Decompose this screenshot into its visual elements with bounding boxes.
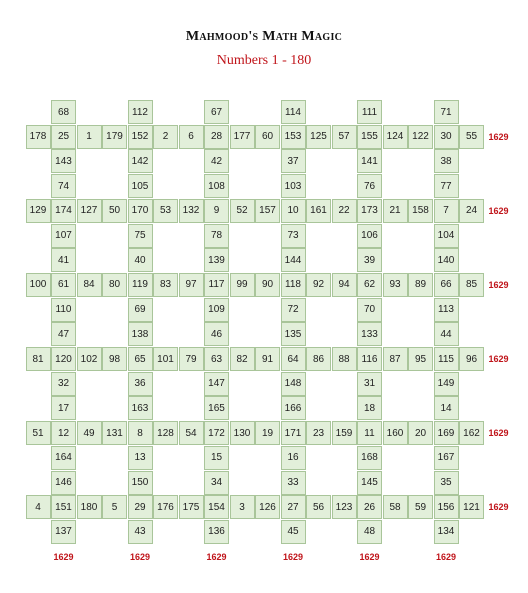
grid-cell: 171 (281, 421, 306, 445)
grid-cell: 161 (306, 199, 331, 223)
grid-cell: 89 (408, 273, 433, 297)
grid-cell: 56 (306, 495, 331, 519)
grid-cell: 7 (434, 199, 459, 223)
grid-cell: 43 (128, 520, 153, 544)
grid-cell: 92 (306, 273, 331, 297)
grid-cell: 25 (51, 125, 76, 149)
grid-cell: 157 (255, 199, 280, 223)
grid-cell: 124 (383, 125, 408, 149)
grid-cell: 97 (179, 273, 204, 297)
grid-cell: 22 (332, 199, 357, 223)
page-subtitle: Numbers 1 - 180 (216, 53, 312, 68)
grid-cell: 131 (102, 421, 127, 445)
grid-cell: 105 (128, 174, 153, 198)
grid-cell: 163 (128, 396, 153, 420)
grid-cell: 176 (153, 495, 178, 519)
grid-cell: 30 (434, 125, 459, 149)
grid-cell: 110 (51, 298, 76, 322)
grid-cell: 54 (179, 421, 204, 445)
grid-cell: 28 (204, 125, 229, 149)
grid-cell: 108 (204, 174, 229, 198)
grid-cell: 13 (128, 446, 153, 470)
grid-cell: 66 (434, 273, 459, 297)
grid-cell: 103 (281, 174, 306, 198)
grid-cell: 151 (51, 495, 76, 519)
grid-cell: 179 (102, 125, 127, 149)
grid-cell: 9 (204, 199, 229, 223)
grid-cell: 88 (332, 347, 357, 371)
grid-cell: 6 (179, 125, 204, 149)
row-sum: 1629 (488, 354, 509, 364)
grid-cell: 63 (204, 347, 229, 371)
grid-cell: 138 (128, 322, 153, 346)
grid-cell: 148 (281, 372, 306, 396)
grid-cell: 141 (357, 149, 382, 173)
grid-cell: 101 (153, 347, 178, 371)
grid-cell: 64 (281, 347, 306, 371)
row-sum: 1629 (488, 279, 509, 290)
grid-cell: 48 (357, 520, 382, 544)
grid-cell: 70 (357, 298, 382, 322)
grid-cell: 26 (357, 495, 382, 519)
grid-cell: 116 (357, 347, 382, 371)
grid-cell: 177 (230, 125, 255, 149)
grid-cell: 34 (204, 471, 229, 495)
grid-cell: 42 (204, 149, 229, 173)
row-sum: 1629 (488, 205, 509, 216)
grid-cell: 173 (357, 199, 382, 223)
grid-cell: 40 (128, 248, 153, 272)
grid-cell: 155 (357, 125, 382, 149)
grid-cell: 153 (281, 125, 306, 149)
grid-cell: 65 (128, 347, 153, 371)
grid-cell: 91 (255, 347, 280, 371)
grid-cell: 118 (281, 273, 306, 297)
grid-cell: 115 (434, 347, 459, 371)
grid-cell: 167 (434, 446, 459, 470)
grid-cell: 114 (281, 100, 306, 124)
grid-cell: 11 (357, 421, 382, 445)
grid-cell: 51 (26, 421, 51, 445)
grid-cell: 69 (128, 298, 153, 322)
grid-cell: 175 (179, 495, 204, 519)
grid-cell: 146 (51, 471, 76, 495)
grid-cell: 137 (51, 520, 76, 544)
grid-cell: 79 (179, 347, 204, 371)
grid-cell: 111 (357, 100, 382, 124)
row-sum: 1629 (488, 131, 509, 142)
grid-cell: 123 (332, 495, 357, 519)
grid-cell: 71 (434, 100, 459, 124)
grid-cell: 95 (408, 347, 433, 371)
grid-cell: 77 (434, 174, 459, 198)
grid-cell: 44 (434, 322, 459, 346)
grid-cell: 5 (102, 495, 127, 519)
grid-cell: 82 (230, 347, 255, 371)
grid-cell: 160 (383, 421, 408, 445)
grid-cell: 73 (281, 224, 306, 248)
grid-cell: 80 (102, 273, 127, 297)
grid-cell: 139 (204, 248, 229, 272)
grid-cell: 106 (357, 224, 382, 248)
grid-cell: 84 (77, 273, 102, 297)
grid-cell: 152 (128, 125, 153, 149)
grid-cell: 45 (281, 520, 306, 544)
column-sum: 1629 (282, 551, 304, 562)
grid-cell: 27 (281, 495, 306, 519)
grid-cell: 136 (204, 520, 229, 544)
grid-cell: 29 (128, 495, 153, 519)
grid-cell: 100 (26, 273, 51, 297)
grid-cell: 38 (434, 149, 459, 173)
grid-cell: 174 (51, 199, 76, 223)
grid-cell: 2 (153, 125, 178, 149)
page-title: Mahmood's Math Magic (185, 29, 343, 44)
grid-cell: 166 (281, 396, 306, 420)
grid-cell: 24 (459, 199, 484, 223)
grid-cell: 158 (408, 199, 433, 223)
grid-cell: 127 (77, 199, 102, 223)
grid-cell: 145 (357, 471, 382, 495)
grid-cell: 104 (434, 224, 459, 248)
grid-cell: 76 (357, 174, 382, 198)
grid-cell: 129 (26, 199, 51, 223)
grid-cell: 35 (434, 471, 459, 495)
grid-cell: 49 (77, 421, 102, 445)
grid-cell: 74 (51, 174, 76, 198)
grid-cell: 21 (383, 199, 408, 223)
grid-cell: 36 (128, 372, 153, 396)
grid-cell: 147 (204, 372, 229, 396)
grid-cell: 90 (255, 273, 280, 297)
grid-cell: 53 (153, 199, 178, 223)
grid-cell: 32 (51, 372, 76, 396)
grid-cell: 87 (383, 347, 408, 371)
column-sum: 1629 (53, 551, 74, 562)
grid-cell: 172 (204, 421, 229, 445)
grid-cell: 33 (281, 471, 306, 495)
grid-cell: 47 (51, 322, 76, 346)
grid-cell: 31 (357, 372, 382, 396)
column-sum: 1629 (129, 551, 151, 562)
grid-cell: 15 (204, 446, 229, 470)
grid-cell: 143 (51, 149, 76, 173)
grid-cell: 107 (51, 224, 76, 248)
grid-cell: 140 (434, 248, 459, 272)
grid-cell: 117 (204, 273, 229, 297)
grid-cell: 50 (102, 199, 127, 223)
grid-cell: 96 (459, 347, 484, 371)
grid-cell: 122 (408, 125, 433, 149)
grid-cell: 120 (51, 347, 76, 371)
grid-cell: 132 (179, 199, 204, 223)
grid-cell: 72 (281, 298, 306, 322)
grid-cell: 135 (281, 322, 306, 346)
grid-cell: 94 (332, 273, 357, 297)
grid-cell: 159 (332, 421, 357, 445)
grid-cell: 112 (128, 100, 153, 124)
grid-cell: 156 (434, 495, 459, 519)
grid-cell: 68 (51, 100, 76, 124)
grid-cell: 83 (153, 273, 178, 297)
grid-cell: 19 (255, 421, 280, 445)
grid-cell: 67 (204, 100, 229, 124)
grid-cell: 109 (204, 298, 229, 322)
grid-cell: 154 (204, 495, 229, 519)
grid-cell: 85 (459, 273, 484, 297)
grid-cell: 168 (357, 446, 382, 470)
grid-cell: 165 (204, 396, 229, 420)
grid-cell: 128 (153, 421, 178, 445)
grid-cell: 16 (281, 446, 306, 470)
grid-cell: 75 (128, 224, 153, 248)
grid-cell: 18 (357, 396, 382, 420)
row-sum: 1629 (488, 428, 509, 439)
grid-cell: 52 (230, 199, 255, 223)
grid-cell: 20 (408, 421, 433, 445)
grid-cell: 41 (51, 248, 76, 272)
grid-cell: 170 (128, 199, 153, 223)
grid-cell: 162 (459, 421, 484, 445)
grid-cell: 149 (434, 372, 459, 396)
grid-cell: 169 (434, 421, 459, 445)
grid-cell: 12 (51, 421, 76, 445)
grid-cell: 78 (204, 224, 229, 248)
grid-cell: 8 (128, 421, 153, 445)
column-sum: 1629 (359, 551, 380, 562)
grid-cell: 164 (51, 446, 76, 470)
grid-cell: 125 (306, 125, 331, 149)
grid-cell: 58 (383, 495, 408, 519)
grid-cell: 3 (230, 495, 255, 519)
column-sum: 1629 (435, 551, 457, 562)
grid-cell: 81 (26, 347, 51, 371)
grid-cell: 1 (77, 125, 102, 149)
grid-cell: 4 (26, 495, 51, 519)
grid-cell: 102 (77, 347, 102, 371)
grid-cell: 98 (102, 347, 127, 371)
grid-cell: 37 (281, 149, 306, 173)
grid-cell: 150 (128, 471, 153, 495)
grid-cell: 10 (281, 199, 306, 223)
grid-cell: 99 (230, 273, 255, 297)
grid-cell: 178 (26, 125, 51, 149)
grid-cell: 133 (357, 322, 382, 346)
grid-cell: 17 (51, 396, 76, 420)
grid-cell: 119 (128, 273, 153, 297)
column-sum: 1629 (206, 551, 227, 562)
grid-cell: 121 (459, 495, 484, 519)
grid-cell: 23 (306, 421, 331, 445)
row-sum: 1629 (488, 502, 509, 513)
grid-cell: 142 (128, 149, 153, 173)
grid-cell: 113 (434, 298, 459, 322)
grid-cell: 144 (281, 248, 306, 272)
grid-cell: 59 (408, 495, 433, 519)
grid-cell: 61 (51, 273, 76, 297)
grid-cell: 86 (306, 347, 331, 371)
grid-cell: 46 (204, 322, 229, 346)
grid-cell: 126 (255, 495, 280, 519)
grid-cell: 134 (434, 520, 459, 544)
grid-cell: 55 (459, 125, 484, 149)
grid-cell: 62 (357, 273, 382, 297)
grid-cell: 39 (357, 248, 382, 272)
grid-cell: 14 (434, 396, 459, 420)
grid-cell: 130 (230, 421, 255, 445)
grid-cell: 57 (332, 125, 357, 149)
grid-cell: 180 (77, 495, 102, 519)
grid-cell: 93 (383, 273, 408, 297)
grid-cell: 60 (255, 125, 280, 149)
